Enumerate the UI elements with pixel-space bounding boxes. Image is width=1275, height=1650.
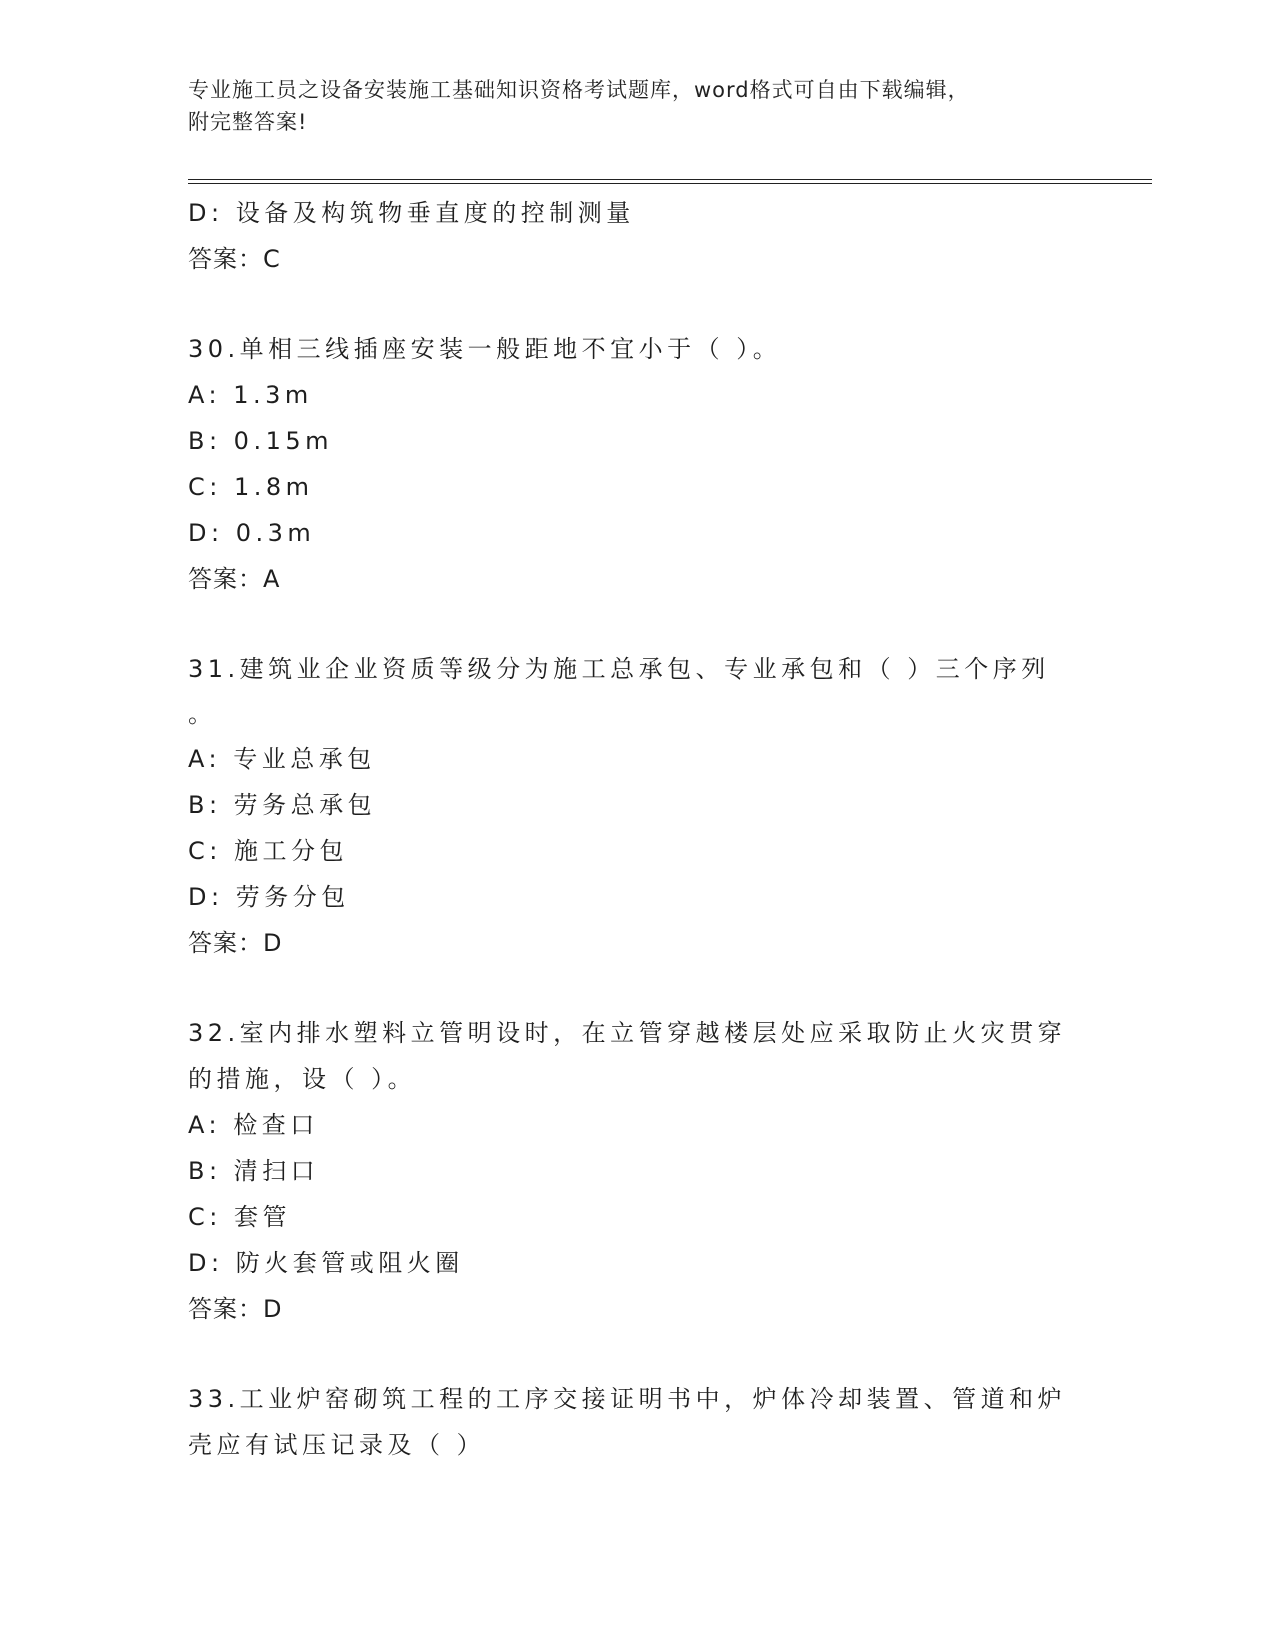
question-list [188, 190, 1088, 1468]
option-c: C: 施工分包 [188, 837, 348, 865]
answer-line: 答案：D [188, 929, 283, 957]
spacer [188, 966, 1088, 1010]
option-b: B: 劳务总承包 [188, 791, 377, 819]
question-text-continuation: 的措施，设（ ）。 [188, 1065, 417, 1093]
question-text: 33.工业炉窑砌筑工程的工序交接证明书中，炉体冷却装置、管道和炉 [188, 1385, 1067, 1413]
header-line-1: 专业施工员之设备安装施工基础知识资格考试题库，word格式可自由下载编辑， [188, 78, 970, 102]
carryover-question-tail [188, 190, 1088, 282]
question-text: 32.室内排水塑料立管明设时，在立管穿越楼层处应采取防止火灾贯穿 [188, 1019, 1067, 1047]
option-a: A: 1.3m [188, 381, 313, 409]
question-text: 30.单相三线插座安装一般距地不宜小于（ ）。 [188, 335, 782, 363]
question-32 [188, 1010, 1088, 1332]
answer-line: 答案：A [188, 565, 281, 593]
option-c: C: 1.8m [188, 473, 314, 501]
option-b: B: 0.15m [188, 427, 333, 455]
spacer [188, 282, 1088, 326]
option-d: D: 劳务分包 [188, 883, 350, 911]
question-30 [188, 326, 1088, 602]
option-d: D: 0.3m [188, 519, 316, 547]
spacer [188, 602, 1088, 646]
option-c: C: 套管 [188, 1203, 291, 1231]
header-divider-top [188, 179, 1152, 180]
question-31 [188, 646, 1088, 966]
option-d: D: 防火套管或阻火圈 [188, 1249, 464, 1277]
question-text-continuation: 。 [188, 700, 212, 728]
answer-line: 答案：D [188, 1295, 283, 1323]
document-header [188, 74, 1088, 138]
option-b: B: 清扫口 [188, 1157, 320, 1185]
question-text: 31.建筑业企业资质等级分为施工总承包、专业承包和（ ）三个序列 [188, 655, 1050, 683]
option-d: D: 设备及构筑物垂直度的控制测量 [188, 199, 635, 227]
answer-line: 答案：C [188, 245, 281, 273]
question-33 [188, 1376, 1088, 1468]
option-a: A: 检查口 [188, 1111, 319, 1139]
header-divider-bottom [188, 183, 1152, 184]
spacer [188, 1332, 1088, 1376]
option-a: A: 专业总承包 [188, 745, 376, 773]
question-text-continuation: 壳应有试压记录及（ ） [188, 1431, 486, 1459]
header-line-2: 附完整答案! [188, 110, 308, 134]
